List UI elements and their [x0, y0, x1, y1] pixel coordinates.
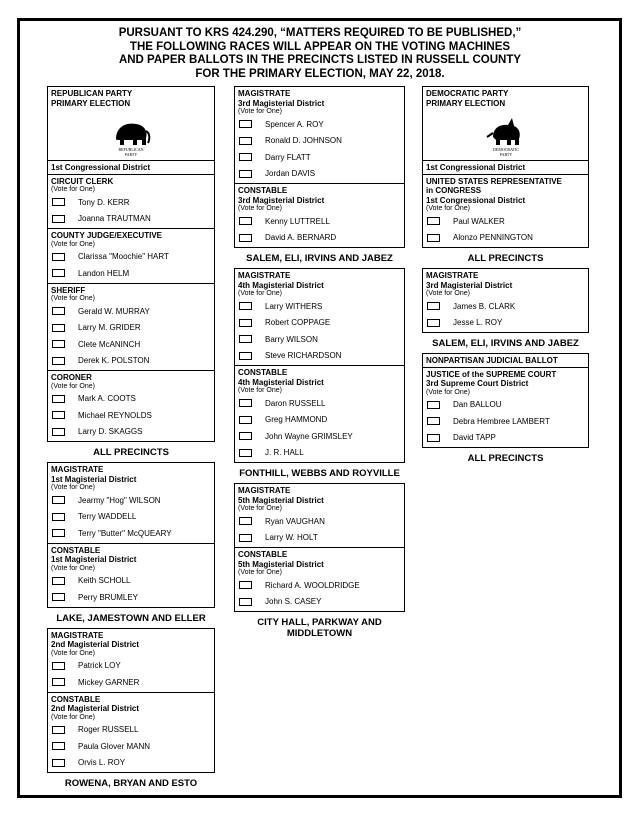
vote-checkbox[interactable] — [52, 357, 65, 365]
vote-checkbox[interactable] — [239, 449, 252, 457]
race-title: 4th Magisterial District — [238, 377, 324, 387]
candidate-row[interactable] — [426, 230, 585, 247]
candidate-row[interactable] — [51, 722, 211, 739]
race-group-box — [234, 86, 405, 248]
republican-ballot-box — [47, 86, 215, 442]
precinct-caption: SALEM, ELI, IRVINS AND JABEZ — [432, 338, 579, 349]
race-title: 2nd Magisterial District — [51, 704, 140, 713]
election-name: PRIMARY ELECTION — [51, 98, 131, 108]
candidate-name: Michael REYNOLDS — [78, 410, 152, 420]
vote-checkbox[interactable] — [427, 401, 440, 409]
vote-checkbox[interactable] — [239, 581, 252, 589]
candidate-row[interactable] — [238, 428, 401, 445]
logo-label: PARTY — [124, 152, 138, 157]
race-section — [48, 174, 214, 229]
vote-checkbox[interactable] — [239, 170, 252, 178]
candidate-row[interactable] — [51, 320, 211, 337]
candidate-row[interactable] — [51, 265, 211, 282]
candidate-row[interactable] — [51, 755, 211, 772]
column-middle — [234, 86, 405, 643]
vote-checkbox[interactable] — [427, 417, 440, 425]
race-group-box — [47, 462, 215, 608]
candidate-row[interactable] — [238, 166, 401, 183]
candidate-name: Clete McANINCH — [78, 339, 141, 349]
candidate-name: Clarissa "Moochie" HART — [78, 252, 169, 262]
candidate-name: Ronald D. JOHNSON — [265, 136, 342, 146]
race-title: 1st Magisterial District — [51, 555, 137, 564]
vote-checkbox[interactable] — [52, 662, 65, 670]
candidate-name: Debra Hembree LAMBERT — [453, 416, 550, 426]
candidate-row[interactable] — [51, 573, 211, 590]
race-title: CORONER — [51, 373, 92, 382]
vote-checkbox[interactable] — [239, 335, 252, 343]
logo-label: DEMOCRATIC — [492, 147, 519, 152]
candidate-row[interactable] — [238, 395, 401, 412]
race-title: 2nd Magisterial District — [51, 640, 140, 649]
candidate-name: Mickey GARNER — [78, 677, 140, 687]
race-section — [48, 543, 214, 607]
candidate-row[interactable] — [51, 249, 211, 266]
vote-checkbox[interactable] — [427, 434, 440, 442]
candidate-row[interactable] — [426, 430, 585, 447]
vote-instruction: (Vote for One) — [51, 564, 95, 572]
candidate-row[interactable] — [238, 594, 401, 611]
candidate-row[interactable] — [238, 331, 401, 348]
party-header — [48, 87, 214, 110]
vote-checkbox[interactable] — [239, 120, 252, 128]
race-section — [48, 692, 214, 773]
race-section — [235, 183, 404, 247]
candidate-name: Larry M. GRIDER — [78, 323, 141, 333]
vote-checkbox[interactable] — [239, 399, 252, 407]
race-title: JUSTICE of the SUPREME COURT — [426, 369, 557, 379]
candidate-row[interactable] — [238, 298, 401, 315]
vote-checkbox[interactable] — [239, 432, 252, 440]
race-title: CONSTABLE — [51, 694, 101, 704]
race-section — [235, 269, 404, 365]
vote-checkbox[interactable] — [427, 319, 440, 327]
race-section — [48, 629, 214, 692]
candidate-name: Landon HELM — [78, 268, 130, 278]
candidate-name: Jordan DAVIS — [265, 169, 316, 179]
vote-checkbox[interactable] — [239, 517, 252, 525]
candidate-name: Paul WALKER — [453, 216, 505, 226]
candidate-name: John Wayne GRIMSLEY — [265, 431, 353, 441]
candidate-row[interactable] — [426, 298, 585, 315]
race-title: CIRCUIT CLERK — [51, 176, 114, 186]
heading-line: FOR THE PRIMARY ELECTION, MAY 22, 2018. — [195, 67, 445, 80]
candidate-row[interactable] — [51, 492, 211, 509]
candidate-name: Tony D. KERR — [78, 197, 130, 207]
district-name: 1st Congressional District — [51, 163, 151, 172]
ballot-type-header — [423, 354, 588, 367]
vote-checkbox[interactable] — [239, 302, 252, 310]
candidate-row[interactable] — [238, 412, 401, 429]
donkey-logo — [423, 110, 588, 160]
candidate-name: John S. CASEY — [265, 597, 322, 607]
vote-checkbox[interactable] — [239, 352, 252, 360]
vote-instruction: (Vote for One) — [426, 205, 470, 212]
candidate-name: Terry WADDELL — [78, 512, 137, 522]
race-section — [48, 370, 214, 441]
race-title: 3rd Supreme Court District — [426, 379, 529, 388]
candidate-row[interactable] — [238, 149, 401, 166]
precinct-caption: LAKE, JAMESTOWN AND ELLER — [56, 612, 206, 624]
candidate-name: Derek K. POLSTON — [78, 356, 150, 366]
race-section — [48, 283, 214, 371]
vote-checkbox[interactable] — [52, 593, 65, 601]
candidate-row[interactable] — [238, 116, 401, 133]
precinct-caption: ALL PRECINCTS — [467, 253, 544, 264]
race-title: in CONGRESS — [426, 186, 482, 195]
vote-instruction: (Vote for One) — [238, 290, 282, 297]
race-section — [235, 484, 404, 547]
race-group-box — [47, 628, 215, 774]
district-row — [48, 160, 214, 174]
party-name: DEMOCRATIC PARTY — [426, 89, 509, 98]
logo-label: PARTY — [499, 152, 512, 157]
race-section — [48, 228, 214, 283]
candidate-row[interactable] — [426, 397, 585, 414]
vote-instruction: (Vote for One) — [51, 186, 95, 193]
candidate-row[interactable] — [426, 413, 585, 430]
candidate-name: Darry FLATT — [265, 152, 311, 162]
vote-checkbox[interactable] — [52, 678, 65, 686]
democratic-ballot-box — [422, 86, 589, 248]
candidate-row[interactable] — [51, 303, 211, 320]
race-title: CONSTABLE — [238, 368, 288, 377]
race-title: 3rd Magisterial District — [238, 195, 325, 205]
candidate-row[interactable] — [426, 315, 585, 332]
candidate-name: Jearmy "Hog" WILSON — [78, 495, 161, 505]
column-left — [47, 86, 215, 793]
vote-checkbox[interactable] — [52, 411, 65, 419]
precinct-caption: SALEM, ELI, IRVINS AND JABEZ — [246, 253, 393, 264]
vote-checkbox[interactable] — [427, 302, 440, 310]
vote-checkbox[interactable] — [239, 153, 252, 161]
candidate-row[interactable] — [238, 577, 401, 594]
vote-checkbox[interactable] — [52, 428, 65, 436]
vote-checkbox[interactable] — [52, 496, 65, 504]
vote-checkbox[interactable] — [239, 319, 252, 327]
vote-checkbox[interactable] — [239, 416, 252, 424]
candidate-row[interactable] — [51, 738, 211, 755]
candidate-row[interactable] — [238, 230, 401, 247]
candidate-name: Greg HAMMOND — [265, 415, 328, 425]
race-group-box — [234, 483, 405, 612]
candidate-row[interactable] — [238, 530, 401, 547]
candidate-name: David A. BERNARD — [265, 233, 337, 243]
candidate-name: Roger RUSSELL — [78, 725, 139, 735]
vote-checkbox[interactable] — [52, 198, 65, 206]
vote-instruction: (Vote for One) — [51, 713, 95, 721]
precinct-caption: FONTHILL, WEBBS AND ROYVILLE — [239, 468, 400, 479]
race-section — [423, 367, 588, 448]
column-right — [422, 86, 589, 468]
candidate-row[interactable] — [51, 336, 211, 353]
precinct-caption: ALL PRECINCTS — [93, 447, 169, 458]
heading-line: AND PAPER BALLOTS IN THE PRECINCTS LISTED IN RUSSELL COUNTY — [118, 54, 522, 66]
vote-instruction: (Vote for One) — [426, 290, 470, 297]
race-title: MAGISTRATE — [238, 486, 291, 495]
candidate-name: David TAPP — [453, 433, 496, 443]
candidate-name: J. R. HALL — [265, 448, 304, 458]
vote-checkbox[interactable] — [52, 253, 65, 261]
race-title: 3rd Magisterial District — [238, 98, 325, 108]
vote-checkbox[interactable] — [52, 742, 65, 750]
vote-checkbox[interactable] — [52, 307, 65, 315]
candidate-row[interactable] — [51, 674, 211, 691]
candidate-row[interactable] — [51, 194, 211, 211]
candidate-row[interactable] — [51, 407, 211, 424]
ballot-type-title: NONPARTISAN JUDICIAL BALLOT — [426, 356, 558, 365]
candidate-name: Ryan VAUGHAN — [265, 516, 325, 526]
district-name: 1st Congressional District — [426, 163, 526, 172]
candidate-row[interactable] — [238, 513, 401, 530]
precinct-caption: ROWENA, BRYAN AND ESTO — [64, 778, 198, 789]
candidate-name: Jesse L. ROY — [453, 318, 503, 328]
candidate-row[interactable] — [51, 391, 211, 408]
race-title: COUNTY JUDGE/EXECUTIVE — [51, 231, 162, 240]
vote-checkbox[interactable] — [52, 395, 65, 403]
vote-checkbox[interactable] — [52, 513, 65, 521]
race-title: 3rd Magisterial District — [426, 280, 513, 290]
candidate-row[interactable] — [238, 213, 401, 230]
party-name: REPUBLICAN PARTY — [51, 89, 133, 98]
race-title: MAGISTRATE — [426, 271, 479, 280]
candidate-row[interactable] — [51, 509, 211, 526]
candidate-name: Paula Glover MANN — [78, 741, 151, 751]
candidate-row[interactable] — [51, 658, 211, 675]
candidate-name: Keith SCHOLL — [78, 576, 131, 586]
candidate-row[interactable] — [51, 211, 211, 228]
logo-label: REPUBLICAN — [118, 147, 144, 152]
race-title: 5th Magisterial District — [238, 495, 324, 505]
candidate-name: Patrick LOY — [78, 661, 121, 671]
vote-checkbox[interactable] — [239, 534, 252, 542]
candidate-name: Dan BALLOU — [453, 400, 502, 410]
heading-line: THE FOLLOWING RACES WILL APPEAR ON THE VOTING MACHINES — [129, 40, 511, 53]
candidate-row[interactable] — [51, 589, 211, 606]
race-section — [235, 365, 404, 462]
vote-instruction: (Vote for One) — [238, 569, 282, 576]
district-row — [423, 160, 588, 174]
vote-checkbox[interactable] — [52, 324, 65, 332]
candidate-name: Mark A. COOTS — [78, 394, 136, 404]
vote-checkbox[interactable] — [239, 137, 252, 145]
vote-instruction: (Vote for One) — [238, 205, 282, 212]
vote-instruction: (Vote for One) — [238, 108, 282, 115]
candidate-row[interactable] — [51, 353, 211, 370]
race-group-box — [234, 268, 405, 463]
vote-checkbox[interactable] — [427, 217, 440, 225]
candidate-name: Terry "Butter" McQUEARY — [78, 528, 172, 538]
race-title: 1st Magisterial District — [51, 474, 137, 484]
race-title: CONSTABLE — [51, 545, 101, 555]
candidate-row[interactable] — [238, 315, 401, 332]
candidate-name: Orvis L. ROY — [78, 758, 126, 768]
candidate-name: Daron RUSSELL — [265, 398, 326, 408]
race-title: 1st Congressional District — [426, 195, 526, 205]
precinct-caption: ALL PRECINCTS — [467, 453, 544, 464]
race-group-box — [422, 353, 589, 448]
candidate-row[interactable] — [238, 133, 401, 150]
party-header — [423, 87, 588, 110]
race-group-box — [422, 268, 589, 333]
candidate-name: Alonzo PENNINGTON — [453, 233, 533, 243]
vote-instruction: (Vote for One) — [238, 387, 282, 394]
race-section — [235, 547, 404, 611]
vote-instruction: (Vote for One) — [51, 295, 95, 302]
race-title: 4th Magisterial District — [238, 280, 324, 290]
race-title: MAGISTRATE — [51, 630, 104, 640]
vote-checkbox[interactable] — [52, 215, 65, 223]
candidate-name: James B. CLARK — [453, 301, 516, 311]
candidate-name: Robert COPPAGE — [265, 318, 331, 328]
candidate-name: Perry BRUMLEY — [78, 592, 139, 602]
vote-checkbox[interactable] — [52, 269, 65, 277]
race-title: CONSTABLE — [238, 550, 288, 559]
candidate-row[interactable] — [238, 348, 401, 365]
vote-instruction: (Vote for One) — [51, 649, 95, 657]
vote-instruction: (Vote for One) — [51, 382, 95, 390]
vote-instruction: (Vote for One) — [51, 240, 95, 248]
candidate-name: Barry WILSON — [265, 334, 318, 344]
race-title: UNITED STATES REPRESENTATIVE — [426, 176, 562, 186]
race-section — [423, 269, 588, 332]
candidate-name: Richard A. WOOLDRIDGE — [265, 580, 360, 590]
vote-checkbox[interactable] — [427, 234, 440, 242]
vote-checkbox[interactable] — [52, 726, 65, 734]
vote-checkbox[interactable] — [52, 340, 65, 348]
vote-checkbox[interactable] — [239, 217, 252, 225]
candidate-name: Gerald W. MURRAY — [78, 306, 150, 316]
candidate-name: Larry WITHERS — [265, 301, 323, 311]
race-title: MAGISTRATE — [238, 89, 291, 98]
notice-heading — [40, 27, 600, 81]
vote-instruction: (Vote for One) — [426, 388, 470, 396]
race-section — [423, 174, 588, 248]
precinct-caption: CITY HALL, PARKWAY AND MIDDLETOWN — [257, 617, 382, 639]
race-section — [48, 463, 214, 543]
vote-instruction: (Vote for One) — [51, 484, 95, 491]
vote-checkbox[interactable] — [52, 529, 65, 537]
race-section — [235, 87, 404, 183]
candidate-name: Kenny LUTTRELL — [265, 216, 330, 226]
elephant-logo — [48, 110, 214, 160]
heading-line: PURSUANT TO KRS 424.290, “MATTERS REQUIRED TO BE PUBLISHED,” — [118, 27, 522, 39]
race-title: 5th Magisterial District — [238, 559, 324, 569]
candidate-name: Larry W. HOLT — [265, 533, 318, 543]
vote-checkbox[interactable] — [239, 234, 252, 242]
candidate-name: Steve RICHARDSON — [265, 351, 342, 361]
candidate-name: Larry D. SKAGGS — [78, 427, 143, 437]
race-title: MAGISTRATE — [238, 271, 291, 280]
candidate-row[interactable] — [51, 525, 211, 542]
race-title: SHERIFF — [51, 285, 86, 295]
race-title: MAGISTRATE — [51, 465, 104, 474]
candidate-row[interactable] — [51, 424, 211, 441]
candidate-row[interactable] — [426, 213, 585, 230]
vote-checkbox[interactable] — [52, 577, 65, 585]
candidate-name: Spencer A. ROY — [265, 119, 324, 129]
candidate-row[interactable] — [238, 445, 401, 462]
vote-checkbox[interactable] — [239, 598, 252, 606]
candidate-name: Joanna TRAUTMAN — [78, 214, 151, 224]
vote-instruction: (Vote for One) — [238, 505, 282, 512]
election-name: PRIMARY ELECTION — [426, 98, 506, 108]
vote-checkbox[interactable] — [52, 759, 65, 767]
race-title: CONSTABLE — [238, 186, 288, 195]
